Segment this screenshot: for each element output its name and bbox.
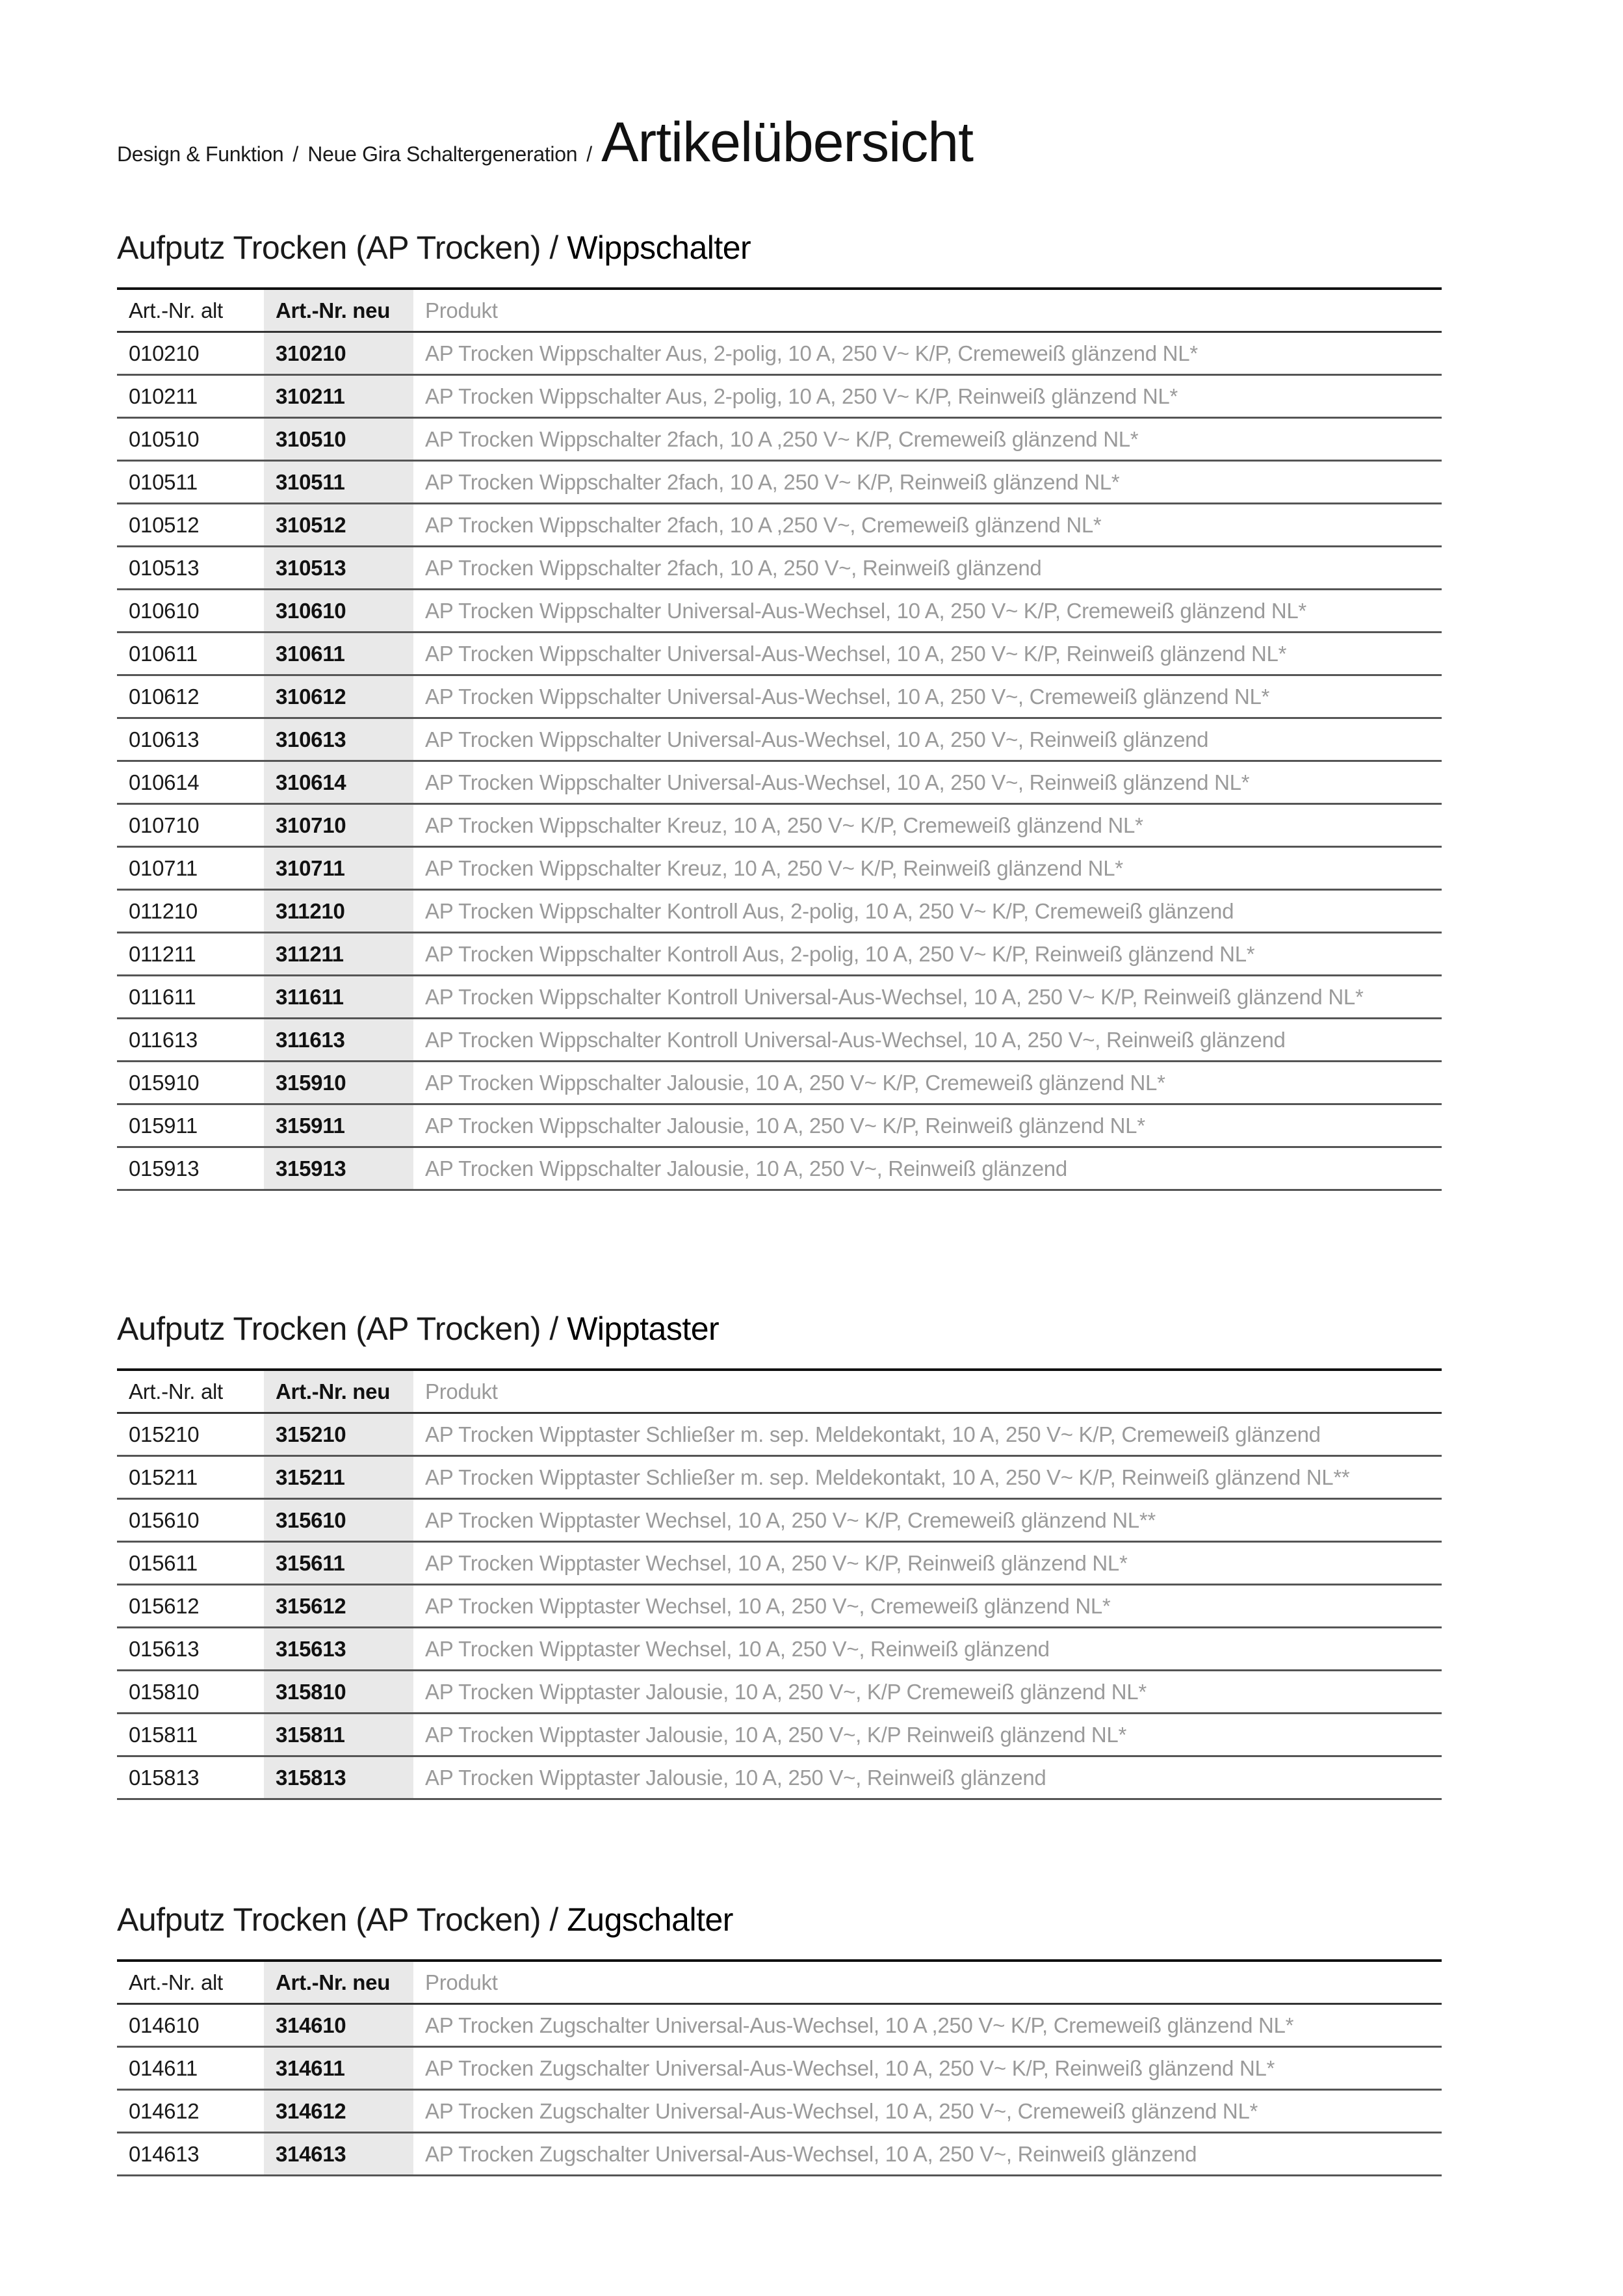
produkt: AP Trocken Wipptaster Jalousie, 10 A, 250 V~, K/P Cremeweiß glänzend NL*: [425, 1679, 1147, 1704]
art-nr-neu: 310612: [264, 675, 413, 718]
produkt: AP Trocken Wippschalter Kontroll Universal-Aus-Wechsel, 10 A, 250 V~ K/P, Reinweiß glänzend NL*: [425, 984, 1364, 1009]
section-title-prefix: Aufputz Trocken (AP Trocken) /: [117, 1311, 567, 1347]
section-title-category: Wipptaster: [567, 1311, 720, 1347]
header-row: [117, 1370, 1442, 1413]
art-nr-alt: 010211: [129, 384, 198, 408]
table-row: [117, 1413, 1442, 1456]
art-nr-neu: 315210: [264, 1413, 413, 1456]
art-nr-alt: 011211: [129, 941, 196, 966]
art-nr-alt: 014611: [129, 2055, 198, 2080]
art-nr-alt: 010613: [129, 727, 200, 751]
breadcrumb-item: Design & Funktion: [117, 142, 284, 166]
art-nr-neu: 315911: [264, 1104, 413, 1147]
breadcrumb-item: Neue Gira Schaltergeneration: [307, 142, 578, 166]
produkt: AP Trocken Wippschalter Universal-Aus-Wechsel, 10 A, 250 V~ K/P, Cremeweiß glänzend NL*: [425, 598, 1306, 623]
article-table: [117, 1959, 1442, 2176]
produkt: AP Trocken Wippschalter Aus, 2-polig, 10 A, 250 V~ K/P, Reinweiß glänzend NL*: [425, 384, 1178, 408]
art-nr-neu: 310513: [264, 547, 413, 590]
art-nr-neu: 315613: [264, 1628, 413, 1671]
header-row: [117, 1961, 1442, 2004]
art-nr-neu: 314613: [264, 2133, 413, 2176]
art-nr-alt: 010710: [129, 813, 200, 837]
art-nr-alt: 015810: [129, 1679, 200, 1704]
breadcrumb: [117, 111, 973, 175]
art-nr-neu: 310711: [264, 847, 413, 890]
table-body: [117, 1413, 1442, 1799]
table-header: [117, 1370, 1442, 1413]
produkt: AP Trocken Wipptaster Jalousie, 10 A, 250 V~, K/P Reinweiß glänzend NL*: [425, 1722, 1127, 1747]
table-row: [117, 633, 1442, 675]
art-nr-alt: 010510: [129, 426, 200, 451]
produkt: AP Trocken Wipptaster Wechsel, 10 A, 250 V~ K/P, Reinweiß glänzend NL*: [425, 1550, 1128, 1575]
table-row: [117, 1104, 1442, 1147]
section-title: [117, 229, 1442, 287]
art-nr-alt: 010610: [129, 598, 200, 623]
produkt: AP Trocken Wippschalter Jalousie, 10 A, 250 V~ K/P, Cremeweiß glänzend NL*: [425, 1070, 1165, 1095]
table-row: [117, 1147, 1442, 1190]
table-row: [117, 1714, 1442, 1756]
produkt: AP Trocken Wippschalter Universal-Aus-Wechsel, 10 A, 250 V~, Reinweiß glänzend: [425, 727, 1209, 751]
produkt: AP Trocken Wippschalter Kontroll Aus, 2-polig, 10 A, 250 V~ K/P, Reinweiß glänzend NL*: [425, 941, 1255, 966]
header-art-nr-alt: Art.-Nr. alt: [129, 1379, 223, 1403]
table-body: [117, 332, 1442, 1190]
art-nr-alt: 014613: [129, 2141, 200, 2166]
table-row: [117, 2047, 1442, 2090]
art-nr-neu: 310512: [264, 504, 413, 547]
produkt: AP Trocken Zugschalter Universal-Aus-Wechsel, 10 A, 250 V~ K/P, Reinweiß glänzend NL*: [425, 2055, 1275, 2080]
table-row: [117, 933, 1442, 976]
table-row: [117, 761, 1442, 804]
art-nr-neu: 310611: [264, 633, 413, 675]
art-nr-alt: 010611: [129, 641, 198, 666]
art-nr-alt: 015610: [129, 1507, 200, 1532]
produkt: AP Trocken Wipptaster Schließer m. sep. Meldekontakt, 10 A, 250 V~ K/P, Cremeweiß glänzend: [425, 1422, 1321, 1446]
art-nr-neu: 310614: [264, 761, 413, 804]
art-nr-neu: 310210: [264, 332, 413, 375]
table-row: [117, 1756, 1442, 1799]
table-row: [117, 890, 1442, 933]
header-art-nr-neu: Art.-Nr. neu: [264, 1370, 413, 1413]
table-row: [117, 461, 1442, 504]
table-row: [117, 675, 1442, 718]
produkt: AP Trocken Wippschalter 2fach, 10 A ,250 V~, Cremeweiß glänzend NL*: [425, 512, 1102, 537]
table-row: [117, 1542, 1442, 1585]
header-art-nr-neu: Art.-Nr. neu: [264, 289, 413, 332]
art-nr-neu: 315811: [264, 1714, 413, 1756]
art-nr-neu: 314610: [264, 2004, 413, 2047]
header-row: [117, 289, 1442, 332]
table-row: [117, 1671, 1442, 1714]
produkt: AP Trocken Wippschalter Aus, 2-polig, 10 A, 250 V~ K/P, Cremeweiß glänzend NL*: [425, 341, 1198, 365]
table-row: [117, 1062, 1442, 1104]
table-body: [117, 2004, 1442, 2176]
produkt: AP Trocken Wippschalter Kreuz, 10 A, 250 V~ K/P, Reinweiß glänzend NL*: [425, 855, 1123, 880]
produkt: AP Trocken Wippschalter 2fach, 10 A, 250 V~, Reinweiß glänzend: [425, 555, 1042, 580]
header-art-nr-neu: Art.-Nr. neu: [264, 1961, 413, 2004]
art-nr-alt: 015612: [129, 1593, 200, 1618]
section-wippschalter: [117, 229, 1442, 1191]
article-table: [117, 287, 1442, 1191]
table-row: [117, 332, 1442, 375]
produkt: AP Trocken Zugschalter Universal-Aus-Wechsel, 10 A, 250 V~, Cremeweiß glänzend NL*: [425, 2098, 1258, 2123]
produkt: AP Trocken Wippschalter Universal-Aus-Wechsel, 10 A, 250 V~ K/P, Reinweiß glänzend NL*: [425, 641, 1287, 666]
header-art-nr-alt: Art.-Nr. alt: [129, 298, 223, 322]
table-row: [117, 1019, 1442, 1062]
table-row: [117, 1456, 1442, 1499]
produkt: AP Trocken Wipptaster Wechsel, 10 A, 250 V~ K/P, Cremeweiß glänzend NL**: [425, 1507, 1156, 1532]
art-nr-neu: 315813: [264, 1756, 413, 1799]
art-nr-alt: 010511: [129, 469, 198, 494]
art-nr-neu: 314611: [264, 2047, 413, 2090]
art-nr-neu: 315810: [264, 1671, 413, 1714]
table-row: [117, 804, 1442, 847]
art-nr-neu: 310510: [264, 418, 413, 461]
art-nr-neu: 315211: [264, 1456, 413, 1499]
art-nr-alt: 010512: [129, 512, 200, 537]
breadcrumb-separator: /: [292, 142, 299, 166]
art-nr-neu: 311210: [264, 890, 413, 933]
header-produkt: Produkt: [425, 1379, 498, 1403]
art-nr-alt: 010612: [129, 684, 200, 709]
art-nr-neu: 310211: [264, 375, 413, 418]
produkt: AP Trocken Wippschalter Universal-Aus-Wechsel, 10 A, 250 V~, Reinweiß glänzend NL*: [425, 770, 1250, 794]
table-row: [117, 718, 1442, 761]
section-title-category: Zugschalter: [567, 1901, 733, 1938]
art-nr-alt: 015210: [129, 1422, 200, 1446]
produkt: AP Trocken Wippschalter Kreuz, 10 A, 250 V~ K/P, Cremeweiß glänzend NL*: [425, 813, 1143, 837]
header-produkt: Produkt: [425, 298, 498, 322]
section-title-category: Wippschalter: [567, 229, 751, 266]
art-nr-alt: 015613: [129, 1636, 200, 1661]
breadcrumb-separator: /: [586, 142, 593, 166]
art-nr-neu: 310613: [264, 718, 413, 761]
art-nr-alt: 014610: [129, 2013, 200, 2037]
art-nr-alt: 015913: [129, 1156, 200, 1181]
art-nr-alt: 010210: [129, 341, 200, 365]
article-table: [117, 1368, 1442, 1800]
table-row: [117, 504, 1442, 547]
art-nr-neu: 315913: [264, 1147, 413, 1190]
art-nr-alt: 011611: [129, 984, 196, 1009]
art-nr-neu: 311613: [264, 1019, 413, 1062]
produkt: AP Trocken Wipptaster Wechsel, 10 A, 250 V~, Cremeweiß glänzend NL*: [425, 1593, 1111, 1618]
table-row: [117, 375, 1442, 418]
art-nr-neu: 315910: [264, 1062, 413, 1104]
produkt: AP Trocken Wippschalter Jalousie, 10 A, 250 V~ K/P, Reinweiß glänzend NL*: [425, 1113, 1145, 1138]
art-nr-alt: 011613: [129, 1027, 198, 1052]
art-nr-alt: 015811: [129, 1722, 198, 1747]
produkt: AP Trocken Zugschalter Universal-Aus-Wechsel, 10 A, 250 V~, Reinweiß glänzend: [425, 2141, 1197, 2166]
header-produkt: Produkt: [425, 1970, 498, 1994]
header-art-nr-alt: Art.-Nr. alt: [129, 1970, 223, 1994]
table-row: [117, 2133, 1442, 2176]
page-title: Artikelübersicht: [601, 111, 974, 174]
table-row: [117, 1628, 1442, 1671]
art-nr-alt: 011210: [129, 898, 198, 923]
art-nr-neu: 311211: [264, 933, 413, 976]
art-nr-alt: 010614: [129, 770, 200, 794]
produkt: AP Trocken Wippschalter Kontroll Aus, 2-polig, 10 A, 250 V~ K/P, Cremeweiß glänzend: [425, 898, 1234, 923]
section-title: [117, 1310, 1442, 1368]
art-nr-alt: 010513: [129, 555, 200, 580]
produkt: AP Trocken Wipptaster Jalousie, 10 A, 250 V~, Reinweiß glänzend: [425, 1765, 1046, 1790]
art-nr-alt: 014612: [129, 2098, 200, 2123]
table-header: [117, 1961, 1442, 2004]
table-row: [117, 1499, 1442, 1542]
table-row: [117, 847, 1442, 890]
produkt: AP Trocken Wippschalter 2fach, 10 A, 250 V~ K/P, Reinweiß glänzend NL*: [425, 469, 1120, 494]
art-nr-neu: 315612: [264, 1585, 413, 1628]
table-row: [117, 2004, 1442, 2047]
art-nr-alt: 015911: [129, 1113, 198, 1138]
produkt: AP Trocken Zugschalter Universal-Aus-Wechsel, 10 A ,250 V~ K/P, Cremeweiß glänzend NL*: [425, 2013, 1294, 2037]
table-row: [117, 418, 1442, 461]
art-nr-alt: 015813: [129, 1765, 200, 1790]
art-nr-alt: 015611: [129, 1550, 198, 1575]
art-nr-neu: 311611: [264, 976, 413, 1019]
table-row: [117, 547, 1442, 590]
produkt: AP Trocken Wippschalter Kontroll Universal-Aus-Wechsel, 10 A, 250 V~, Reinweiß glänzend: [425, 1027, 1286, 1052]
produkt: AP Trocken Wippschalter Universal-Aus-Wechsel, 10 A, 250 V~, Cremeweiß glänzend NL*: [425, 684, 1270, 709]
produkt: AP Trocken Wipptaster Schließer m. sep. Meldekontakt, 10 A, 250 V~ K/P, Reinweiß glänzend NL**: [425, 1465, 1350, 1489]
art-nr-alt: 010711: [129, 855, 198, 880]
section-zugschalter: [117, 1901, 1442, 2176]
section-title: [117, 1901, 1442, 1959]
table-row: [117, 2090, 1442, 2133]
table-row: [117, 590, 1442, 633]
section-wipptaster: [117, 1310, 1442, 1800]
section-title-prefix: Aufputz Trocken (AP Trocken) /: [117, 229, 567, 266]
produkt: AP Trocken Wipptaster Wechsel, 10 A, 250 V~, Reinweiß glänzend: [425, 1636, 1050, 1661]
art-nr-neu: 314612: [264, 2090, 413, 2133]
table-row: [117, 1585, 1442, 1628]
art-nr-neu: 315611: [264, 1542, 413, 1585]
table-row: [117, 976, 1442, 1019]
art-nr-neu: 310610: [264, 590, 413, 633]
art-nr-alt: 015211: [129, 1465, 198, 1489]
art-nr-neu: 310710: [264, 804, 413, 847]
section-title-prefix: Aufputz Trocken (AP Trocken) /: [117, 1901, 567, 1938]
table-header: [117, 289, 1442, 332]
art-nr-neu: 310511: [264, 461, 413, 504]
art-nr-neu: 315610: [264, 1499, 413, 1542]
art-nr-alt: 015910: [129, 1070, 200, 1095]
produkt: AP Trocken Wippschalter 2fach, 10 A ,250 V~ K/P, Cremeweiß glänzend NL*: [425, 426, 1139, 451]
produkt: AP Trocken Wippschalter Jalousie, 10 A, 250 V~, Reinweiß glänzend: [425, 1156, 1067, 1181]
